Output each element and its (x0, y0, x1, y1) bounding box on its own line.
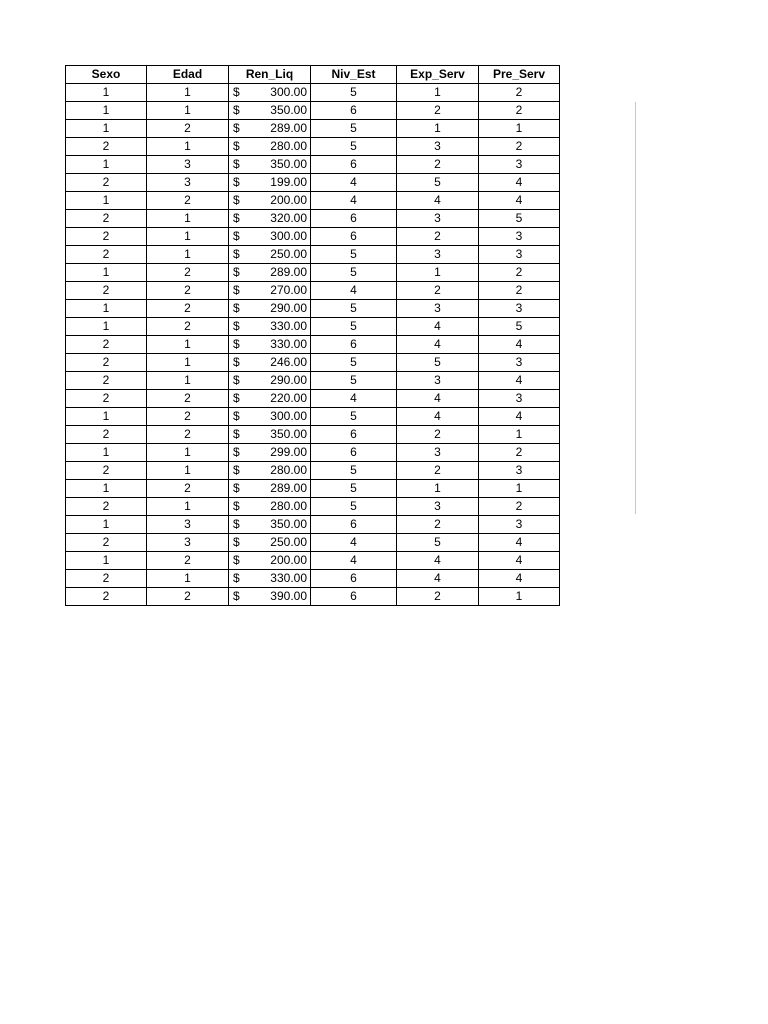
currency-symbol: $ (233, 517, 240, 531)
cell-pre-serv[interactable]: 1 (479, 426, 560, 444)
cell-sexo[interactable]: 1 (66, 552, 147, 570)
cell-sexo[interactable]: 1 (66, 84, 147, 102)
cell-niv-est[interactable]: 5 (311, 480, 397, 498)
cell-niv-est[interactable]: 6 (311, 336, 397, 354)
amount-value: 390.00 (270, 589, 307, 603)
currency-symbol: $ (233, 157, 240, 171)
cell-exp-serv[interactable]: 5 (397, 174, 479, 192)
table-row (66, 516, 560, 534)
amount-value: 350.00 (270, 103, 307, 117)
cell-niv-est[interactable]: 5 (311, 300, 397, 318)
cell-sexo[interactable]: 1 (66, 444, 147, 462)
cell-exp-serv[interactable]: 5 (397, 534, 479, 552)
table-row (66, 192, 560, 210)
cell-ren-liq[interactable] (229, 516, 311, 534)
table-row (66, 570, 560, 588)
cell-pre-serv[interactable]: 4 (479, 372, 560, 390)
cell-pre-serv[interactable]: 5 (479, 210, 560, 228)
cell-ren-liq[interactable] (229, 444, 311, 462)
cell-sexo[interactable]: 2 (66, 372, 147, 390)
cell-ren-liq[interactable] (229, 480, 311, 498)
cell-ren-liq[interactable] (229, 192, 311, 210)
cell-pre-serv[interactable]: 1 (479, 588, 560, 606)
cell-sexo[interactable]: 2 (66, 462, 147, 480)
cell-ren-liq[interactable] (229, 336, 311, 354)
table-row (66, 156, 560, 174)
cell-exp-serv[interactable]: 2 (397, 282, 479, 300)
cell-niv-est[interactable]: 6 (311, 102, 397, 120)
table-row (66, 228, 560, 246)
currency-symbol: $ (233, 265, 240, 279)
cell-exp-serv[interactable]: 3 (397, 372, 479, 390)
currency-symbol: $ (233, 139, 240, 153)
cell-sexo[interactable]: 1 (66, 192, 147, 210)
currency-symbol: $ (233, 121, 240, 135)
cell-exp-serv[interactable]: 2 (397, 516, 479, 534)
cell-edad[interactable]: 3 (147, 156, 229, 174)
table-row (66, 102, 560, 120)
cell-edad[interactable]: 2 (147, 408, 229, 426)
currency-symbol: $ (233, 553, 240, 567)
header-sexo[interactable]: Sexo (66, 66, 147, 84)
table-row (66, 372, 560, 390)
cell-pre-serv[interactable]: 4 (479, 552, 560, 570)
cell-sexo[interactable]: 2 (66, 498, 147, 516)
table-row (66, 588, 560, 606)
currency-symbol: $ (233, 481, 240, 495)
cell-niv-est[interactable]: 6 (311, 444, 397, 462)
table-row (66, 210, 560, 228)
cell-pre-serv[interactable]: 2 (479, 498, 560, 516)
cell-sexo[interactable]: 1 (66, 156, 147, 174)
cell-sexo[interactable]: 2 (66, 282, 147, 300)
cell-ren-liq[interactable] (229, 228, 311, 246)
amount-value: 280.00 (270, 139, 307, 153)
cell-niv-est[interactable]: 5 (311, 408, 397, 426)
cell-pre-serv[interactable]: 2 (479, 264, 560, 282)
amount-value: 199.00 (270, 175, 307, 189)
cell-ren-liq[interactable] (229, 120, 311, 138)
header-pre-serv[interactable]: Pre_Serv (479, 66, 560, 84)
cell-edad[interactable]: 1 (147, 570, 229, 588)
cell-pre-serv[interactable]: 2 (479, 102, 560, 120)
cell-ren-liq[interactable] (229, 174, 311, 192)
cell-ren-liq[interactable] (229, 570, 311, 588)
cell-exp-serv[interactable]: 1 (397, 120, 479, 138)
cell-exp-serv[interactable]: 5 (397, 354, 479, 372)
cell-niv-est[interactable]: 5 (311, 318, 397, 336)
cell-sexo[interactable]: 2 (66, 174, 147, 192)
table-row (66, 174, 560, 192)
cell-niv-est[interactable]: 4 (311, 192, 397, 210)
cell-exp-serv[interactable]: 1 (397, 480, 479, 498)
amount-value: 350.00 (270, 157, 307, 171)
table-row (66, 390, 560, 408)
cell-edad[interactable]: 2 (147, 588, 229, 606)
page-break-line (635, 102, 636, 514)
cell-edad[interactable]: 1 (147, 102, 229, 120)
cell-exp-serv[interactable]: 2 (397, 102, 479, 120)
table-body (66, 84, 560, 606)
cell-sexo[interactable]: 1 (66, 480, 147, 498)
cell-niv-est[interactable]: 5 (311, 372, 397, 390)
cell-edad[interactable]: 2 (147, 120, 229, 138)
cell-pre-serv[interactable]: 5 (479, 318, 560, 336)
currency-symbol: $ (233, 463, 240, 477)
cell-exp-serv[interactable]: 4 (397, 570, 479, 588)
cell-niv-est[interactable]: 6 (311, 516, 397, 534)
cell-niv-est[interactable]: 5 (311, 354, 397, 372)
currency-symbol: $ (233, 445, 240, 459)
table-row (66, 336, 560, 354)
cell-sexo[interactable]: 1 (66, 102, 147, 120)
header-edad[interactable]: Edad (147, 66, 229, 84)
cell-exp-serv[interactable]: 2 (397, 462, 479, 480)
cell-ren-liq[interactable] (229, 246, 311, 264)
cell-pre-serv[interactable]: 4 (479, 192, 560, 210)
cell-pre-serv[interactable]: 3 (479, 462, 560, 480)
cell-pre-serv[interactable]: 4 (479, 570, 560, 588)
table-row (66, 282, 560, 300)
amount-value: 330.00 (270, 319, 307, 333)
cell-sexo[interactable]: 1 (66, 318, 147, 336)
cell-sexo[interactable]: 2 (66, 426, 147, 444)
currency-symbol: $ (233, 175, 240, 189)
cell-sexo[interactable]: 2 (66, 588, 147, 606)
cell-edad[interactable]: 2 (147, 390, 229, 408)
cell-ren-liq[interactable] (229, 390, 311, 408)
currency-symbol: $ (233, 103, 240, 117)
amount-value: 290.00 (270, 301, 307, 315)
table-row (66, 300, 560, 318)
currency-symbol: $ (233, 85, 240, 99)
cell-pre-serv[interactable]: 3 (479, 228, 560, 246)
amount-value: 300.00 (270, 409, 307, 423)
cell-exp-serv[interactable]: 3 (397, 444, 479, 462)
table-row (66, 246, 560, 264)
cell-niv-est[interactable]: 5 (311, 264, 397, 282)
cell-sexo[interactable]: 2 (66, 390, 147, 408)
cell-exp-serv[interactable]: 4 (397, 318, 479, 336)
cell-pre-serv[interactable]: 3 (479, 516, 560, 534)
table-row (66, 534, 560, 552)
cell-niv-est[interactable]: 5 (311, 498, 397, 516)
cell-edad[interactable]: 2 (147, 480, 229, 498)
amount-value: 220.00 (270, 391, 307, 405)
cell-exp-serv[interactable]: 4 (397, 390, 479, 408)
cell-edad[interactable]: 3 (147, 516, 229, 534)
cell-edad[interactable]: 2 (147, 552, 229, 570)
cell-edad[interactable]: 2 (147, 282, 229, 300)
amount-value: 350.00 (270, 517, 307, 531)
currency-symbol: $ (233, 193, 240, 207)
cell-ren-liq[interactable] (229, 264, 311, 282)
currency-symbol: $ (233, 337, 240, 351)
amount-value: 270.00 (270, 283, 307, 297)
amount-value: 290.00 (270, 373, 307, 387)
table-row (66, 498, 560, 516)
cell-edad[interactable]: 1 (147, 372, 229, 390)
cell-pre-serv[interactable]: 3 (479, 300, 560, 318)
amount-value: 289.00 (270, 481, 307, 495)
cell-niv-est[interactable]: 5 (311, 84, 397, 102)
cell-niv-est[interactable]: 6 (311, 228, 397, 246)
cell-ren-liq[interactable] (229, 300, 311, 318)
cell-sexo[interactable]: 1 (66, 516, 147, 534)
cell-edad[interactable]: 2 (147, 192, 229, 210)
cell-sexo[interactable]: 1 (66, 300, 147, 318)
cell-edad[interactable]: 1 (147, 462, 229, 480)
header-row (66, 66, 560, 84)
table-row (66, 138, 560, 156)
cell-sexo[interactable]: 2 (66, 534, 147, 552)
table-row (66, 120, 560, 138)
table-row (66, 354, 560, 372)
cell-ren-liq[interactable] (229, 354, 311, 372)
cell-pre-serv[interactable]: 4 (479, 534, 560, 552)
cell-ren-liq[interactable] (229, 156, 311, 174)
cell-exp-serv[interactable]: 2 (397, 426, 479, 444)
cell-exp-serv[interactable]: 4 (397, 408, 479, 426)
cell-niv-est[interactable]: 5 (311, 138, 397, 156)
amount-value: 200.00 (270, 193, 307, 207)
amount-value: 330.00 (270, 337, 307, 351)
cell-edad[interactable]: 1 (147, 444, 229, 462)
cell-niv-est[interactable]: 6 (311, 588, 397, 606)
cell-ren-liq[interactable] (229, 210, 311, 228)
cell-edad[interactable]: 1 (147, 138, 229, 156)
header-ren-liq[interactable]: Ren_Liq (229, 66, 311, 84)
cell-ren-liq[interactable] (229, 282, 311, 300)
cell-ren-liq[interactable] (229, 588, 311, 606)
cell-edad[interactable]: 1 (147, 336, 229, 354)
currency-symbol: $ (233, 373, 240, 387)
cell-edad[interactable]: 1 (147, 228, 229, 246)
cell-pre-serv[interactable]: 4 (479, 174, 560, 192)
header-exp-serv[interactable]: Exp_Serv (397, 66, 479, 84)
cell-edad[interactable]: 1 (147, 84, 229, 102)
amount-value: 350.00 (270, 427, 307, 441)
currency-symbol: $ (233, 427, 240, 441)
amount-value: 300.00 (270, 229, 307, 243)
cell-edad[interactable]: 3 (147, 174, 229, 192)
cell-ren-liq[interactable] (229, 318, 311, 336)
cell-exp-serv[interactable]: 1 (397, 264, 479, 282)
cell-sexo[interactable]: 2 (66, 228, 147, 246)
cell-pre-serv[interactable]: 3 (479, 390, 560, 408)
cell-niv-est[interactable]: 4 (311, 390, 397, 408)
cell-sexo[interactable]: 2 (66, 210, 147, 228)
cell-sexo[interactable]: 2 (66, 138, 147, 156)
cell-sexo[interactable]: 2 (66, 246, 147, 264)
cell-sexo[interactable]: 1 (66, 264, 147, 282)
amount-value: 289.00 (270, 265, 307, 279)
amount-value: 250.00 (270, 247, 307, 261)
cell-niv-est[interactable]: 4 (311, 174, 397, 192)
table-row (66, 444, 560, 462)
cell-exp-serv[interactable]: 2 (397, 156, 479, 174)
amount-value: 250.00 (270, 535, 307, 549)
cell-pre-serv[interactable]: 2 (479, 282, 560, 300)
cell-exp-serv[interactable]: 3 (397, 498, 479, 516)
currency-symbol: $ (233, 391, 240, 405)
cell-pre-serv[interactable]: 1 (479, 120, 560, 138)
cell-exp-serv[interactable]: 3 (397, 210, 479, 228)
spreadsheet-area (65, 65, 560, 606)
cell-niv-est[interactable]: 6 (311, 570, 397, 588)
cell-exp-serv[interactable]: 4 (397, 552, 479, 570)
cell-ren-liq[interactable] (229, 408, 311, 426)
amount-value: 330.00 (270, 571, 307, 585)
cell-pre-serv[interactable]: 2 (479, 84, 560, 102)
cell-niv-est[interactable]: 6 (311, 210, 397, 228)
currency-symbol: $ (233, 229, 240, 243)
cell-edad[interactable]: 2 (147, 264, 229, 282)
header-niv-est[interactable]: Niv_Est (311, 66, 397, 84)
cell-sexo[interactable]: 1 (66, 120, 147, 138)
currency-symbol: $ (233, 499, 240, 513)
cell-ren-liq[interactable] (229, 426, 311, 444)
cell-sexo[interactable]: 1 (66, 408, 147, 426)
cell-niv-est[interactable]: 4 (311, 534, 397, 552)
amount-value: 289.00 (270, 121, 307, 135)
cell-edad[interactable]: 1 (147, 246, 229, 264)
table-row (66, 264, 560, 282)
table-row (66, 426, 560, 444)
cell-niv-est[interactable]: 6 (311, 426, 397, 444)
table-row (66, 480, 560, 498)
currency-symbol: $ (233, 355, 240, 369)
data-table (65, 65, 560, 606)
cell-niv-est[interactable]: 5 (311, 462, 397, 480)
cell-exp-serv[interactable]: 3 (397, 246, 479, 264)
amount-value: 280.00 (270, 463, 307, 477)
cell-ren-liq[interactable] (229, 552, 311, 570)
currency-symbol: $ (233, 301, 240, 315)
table-row (66, 84, 560, 102)
cell-ren-liq[interactable] (229, 498, 311, 516)
cell-edad[interactable]: 2 (147, 300, 229, 318)
table-row (66, 408, 560, 426)
table-row (66, 552, 560, 570)
cell-exp-serv[interactable]: 2 (397, 588, 479, 606)
currency-symbol: $ (233, 319, 240, 333)
currency-symbol: $ (233, 283, 240, 297)
cell-pre-serv[interactable]: 4 (479, 336, 560, 354)
cell-edad[interactable]: 2 (147, 318, 229, 336)
cell-exp-serv[interactable]: 2 (397, 228, 479, 246)
amount-value: 280.00 (270, 499, 307, 513)
cell-sexo[interactable]: 2 (66, 354, 147, 372)
cell-niv-est[interactable]: 5 (311, 246, 397, 264)
currency-symbol: $ (233, 409, 240, 423)
cell-pre-serv[interactable]: 2 (479, 138, 560, 156)
cell-exp-serv[interactable]: 4 (397, 192, 479, 210)
cell-niv-est[interactable]: 6 (311, 156, 397, 174)
cell-edad[interactable]: 1 (147, 210, 229, 228)
cell-ren-liq[interactable] (229, 84, 311, 102)
currency-symbol: $ (233, 247, 240, 261)
amount-value: 246.00 (270, 355, 307, 369)
cell-edad[interactable]: 1 (147, 354, 229, 372)
cell-pre-serv[interactable]: 3 (479, 354, 560, 372)
cell-ren-liq[interactable] (229, 138, 311, 156)
cell-exp-serv[interactable]: 4 (397, 336, 479, 354)
cell-ren-liq[interactable] (229, 462, 311, 480)
cell-exp-serv[interactable]: 1 (397, 84, 479, 102)
cell-ren-liq[interactable] (229, 372, 311, 390)
cell-edad[interactable]: 1 (147, 498, 229, 516)
cell-pre-serv[interactable]: 1 (479, 480, 560, 498)
currency-symbol: $ (233, 211, 240, 225)
cell-niv-est[interactable]: 4 (311, 282, 397, 300)
currency-symbol: $ (233, 571, 240, 585)
cell-pre-serv[interactable]: 3 (479, 246, 560, 264)
cell-edad[interactable]: 3 (147, 534, 229, 552)
cell-niv-est[interactable]: 4 (311, 552, 397, 570)
amount-value: 320.00 (270, 211, 307, 225)
cell-pre-serv[interactable]: 4 (479, 408, 560, 426)
cell-niv-est[interactable]: 5 (311, 120, 397, 138)
cell-ren-liq[interactable] (229, 102, 311, 120)
amount-value: 299.00 (270, 445, 307, 459)
currency-symbol: $ (233, 589, 240, 603)
cell-exp-serv[interactable]: 3 (397, 138, 479, 156)
table-row (66, 318, 560, 336)
cell-pre-serv[interactable]: 2 (479, 444, 560, 462)
cell-sexo[interactable]: 2 (66, 336, 147, 354)
cell-edad[interactable]: 2 (147, 426, 229, 444)
cell-ren-liq[interactable] (229, 534, 311, 552)
cell-sexo[interactable]: 2 (66, 570, 147, 588)
cell-exp-serv[interactable]: 3 (397, 300, 479, 318)
amount-value: 300.00 (270, 85, 307, 99)
table-row (66, 462, 560, 480)
cell-pre-serv[interactable]: 3 (479, 156, 560, 174)
currency-symbol: $ (233, 535, 240, 549)
amount-value: 200.00 (270, 553, 307, 567)
